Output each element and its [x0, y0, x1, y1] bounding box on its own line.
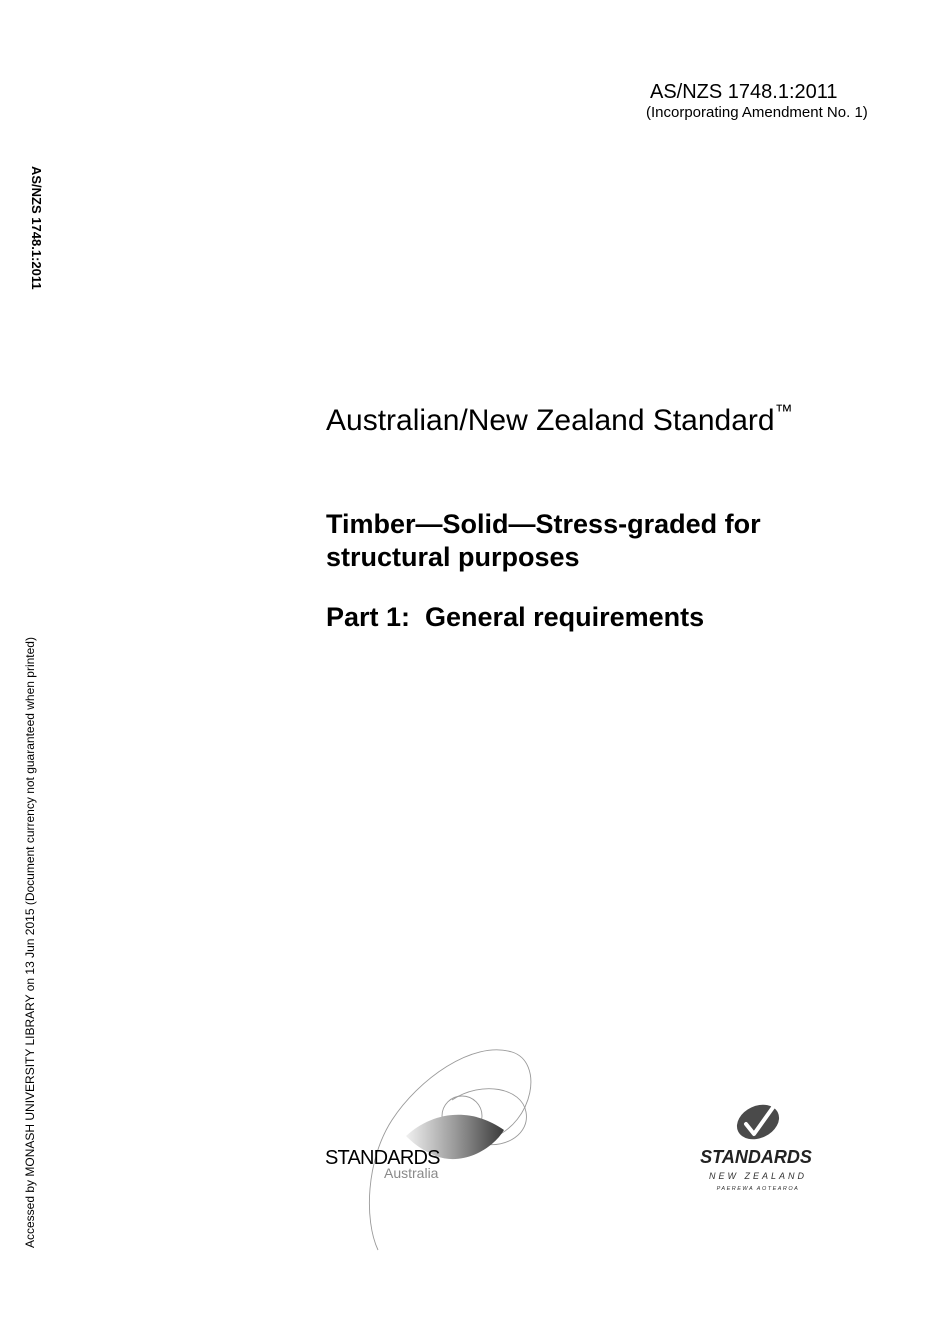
amendment-note: (Incorporating Amendment No. 1)	[646, 104, 868, 121]
part-title: Part 1: General requirements	[326, 602, 705, 632]
logo-nz-maori: PAEREWA AOTEAROA	[716, 1186, 800, 1192]
series-label: Australian/New Zealand Standard	[326, 404, 775, 437]
standards-new-zealand-logo	[676, 1100, 836, 1200]
standard-number: AS/NZS 1748.1:2011	[650, 81, 838, 103]
logo-nz-sub: NEW ZEALAND	[708, 1171, 808, 1181]
spine-standard-number: AS/NZS 1748.1:2011	[29, 166, 44, 290]
standards-australia-logo	[322, 1040, 552, 1260]
check-badge-icon	[731, 1100, 784, 1146]
access-note: Accessed by MONASH UNIVERSITY LIBRARY on 13 Jun 2015 (Document currency not guaranteed when printed)	[23, 637, 37, 1248]
logo-nz-word: STANDARDS	[700, 1147, 812, 1167]
trademark-symbol: ™	[774, 401, 793, 421]
logo-sa-word: STANDARDS	[325, 1147, 440, 1169]
document-title: Timber—Solid—Stress-graded for structural purposes	[326, 509, 761, 572]
logo-sa-sub: Australia	[384, 1165, 439, 1181]
series-heading	[326, 402, 793, 440]
